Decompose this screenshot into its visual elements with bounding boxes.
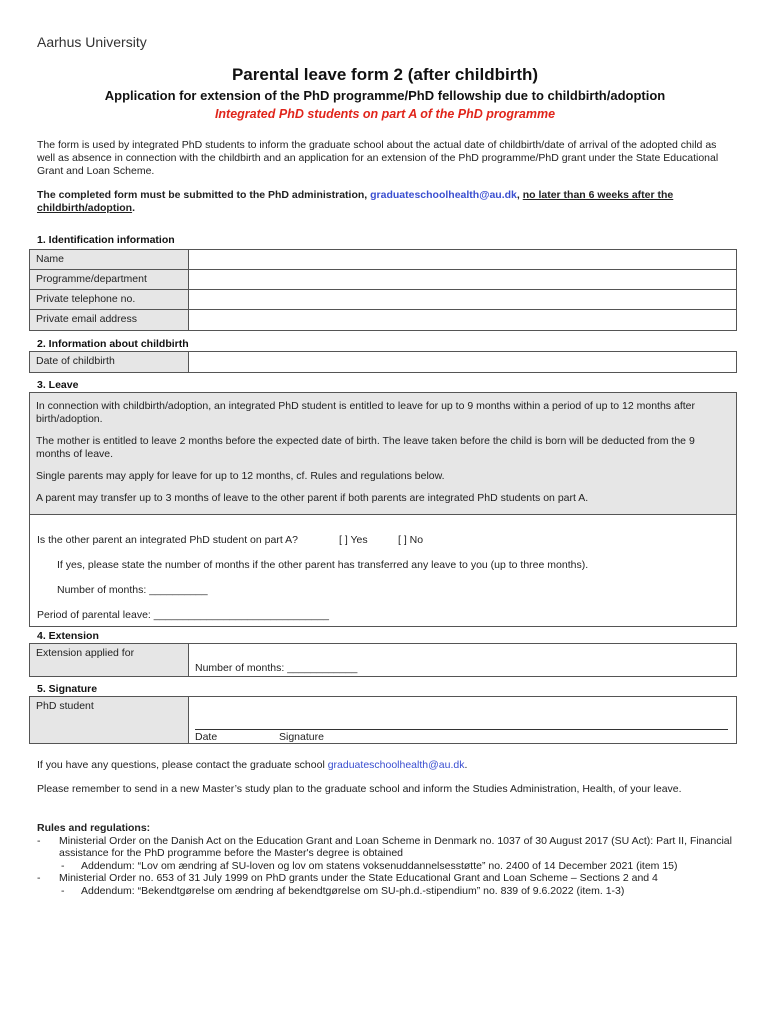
section-5-heading: 5. Signature [37, 683, 98, 695]
rule-text: Ministerial Order on the Danish Act on the Education Grant and Loan Scheme in Denmark no. 1037 of 30 August 2017 (SU Act): Part II, Financial assistance for the PhD programme before the Master's degree is obtained [59, 834, 732, 859]
extension-months-field[interactable]: Number of months: ____________ [195, 662, 358, 674]
date-of-childbirth-field[interactable] [188, 351, 737, 373]
signature-field[interactable] [188, 696, 737, 744]
rule-addendum [59, 885, 737, 898]
form-subtitle: Application for extension of the PhD programme/PhD fellowship due to childbirth/adoption [104, 88, 666, 103]
telephone-field[interactable] [188, 289, 737, 310]
submission-deadline: no later than 6 weeks after the childbirth/adoption [37, 189, 674, 214]
telephone-label: Private telephone no. [29, 289, 189, 310]
programme-department-field[interactable] [188, 269, 737, 290]
signature-label: Signature [279, 731, 324, 743]
leave-info-box [29, 392, 737, 515]
leave-info-paragraph: A parent may transfer up to 3 months of leave to the other parent if both parents are integrated PhD students on part A. [36, 492, 589, 504]
email-field[interactable] [188, 309, 737, 331]
university-name: Aarhus University [37, 34, 147, 50]
rules-heading: Rules and regulations: [37, 822, 151, 834]
transfer-instructions: If yes, please state the number of months if the other parent has transferred any leave to you (up to three months). [57, 559, 589, 571]
period-of-leave-field[interactable]: Period of parental leave: ______________________________ [37, 609, 329, 621]
rule-dash: - [37, 834, 41, 847]
no-checkbox[interactable]: [ ] No [398, 534, 424, 546]
rule-dash: - [37, 872, 41, 884]
section-4-heading: 4. Extension [37, 630, 99, 642]
addendum-dash: - [61, 884, 65, 897]
submission-end: . [132, 202, 135, 214]
signature-line [195, 729, 728, 730]
leave-question-box [29, 514, 737, 627]
name-field[interactable] [188, 249, 737, 270]
date-label: Date [195, 731, 218, 743]
intro-paragraph: The form is used by integrated PhD students to inform the graduate school about the actual date of childbirth/date of arrival of the adopted child as well as absence in connection with the childbirth and an application for an extension of the PhD programme/PhD grant under the State Educational Grant and Loan Scheme. [37, 139, 719, 177]
rule-text: Ministerial Order no. 653 of 31 July 1999 on PhD grants under the State Educational Grant and Loan Scheme – Sections 2 and 4 [59, 872, 658, 884]
rule-addendum [59, 860, 737, 873]
rule-item [37, 835, 737, 873]
other-parent-question: Is the other parent an integrated PhD student on part A? [37, 534, 298, 546]
submission-prefix: The completed form must be submitted to the PhD administration, [37, 189, 371, 201]
addendum-dash: - [61, 859, 65, 872]
rules-section [37, 822, 737, 897]
leave-info-paragraph: Single parents may apply for leave for up to 12 months, cf. Rules and regulations below. [36, 470, 445, 482]
submission-email-link[interactable]: graduateschoolhealth@au.dk [370, 189, 517, 201]
reminder-paragraph: Please remember to send in a new Master’s study plan to the graduate school and inform the Studies Administration, Health, of your leave. [37, 783, 682, 795]
contact-prefix: If you have any questions, please contact the graduate school [37, 759, 328, 771]
date-of-childbirth-label: Date of childbirth [29, 351, 189, 373]
phd-student-label: PhD student [29, 696, 189, 744]
form-title: Parental leave form 2 (after childbirth) [231, 65, 539, 84]
contact-email-link[interactable]: graduateschoolhealth@au.dk [327, 759, 465, 771]
submission-separator: , [516, 189, 523, 201]
target-group-subtitle: Integrated PhD students on part A of the PhD programme [214, 107, 556, 121]
email-label: Private email address [29, 309, 189, 331]
addendum-text: Addendum: “Bekendtgørelse om ændring af bekendtgørelse om SU-ph.d.-stipendium” no. 839 of 9.6.2022 (item. 1-3) [81, 884, 625, 897]
transferred-months-field[interactable]: Number of months: __________ [57, 584, 208, 596]
section-1-heading: 1. Identification information [37, 234, 175, 246]
extension-label: Extension applied for [29, 643, 189, 677]
name-label: Name [29, 249, 189, 270]
contact-end: . [464, 759, 468, 771]
section-2-heading: 2. Information about childbirth [37, 338, 189, 350]
section-3-heading: 3. Leave [37, 379, 79, 391]
rule-item [37, 872, 737, 897]
extension-field[interactable] [188, 643, 737, 677]
contact-line [37, 759, 737, 772]
leave-info-paragraph: The mother is entitled to leave 2 months before the expected date of birth. The leave taken before the child is born will be deducted from the 9 months of leave. [36, 435, 695, 460]
addendum-text: Addendum: “Lov om ændring af SU-loven og lov om statens voksenuddannelsesstøtte” no. 2400 of 14 December 2021 (item 15) [81, 859, 678, 872]
yes-checkbox[interactable]: [ ] Yes [339, 534, 368, 546]
leave-info-paragraph: In connection with childbirth/adoption, an integrated PhD student is entitled to leave for up to 9 months within a period of up to 12 months after birth/adoption. [36, 400, 695, 425]
programme-department-label: Programme/department [29, 269, 189, 290]
submission-instructions [37, 189, 737, 215]
